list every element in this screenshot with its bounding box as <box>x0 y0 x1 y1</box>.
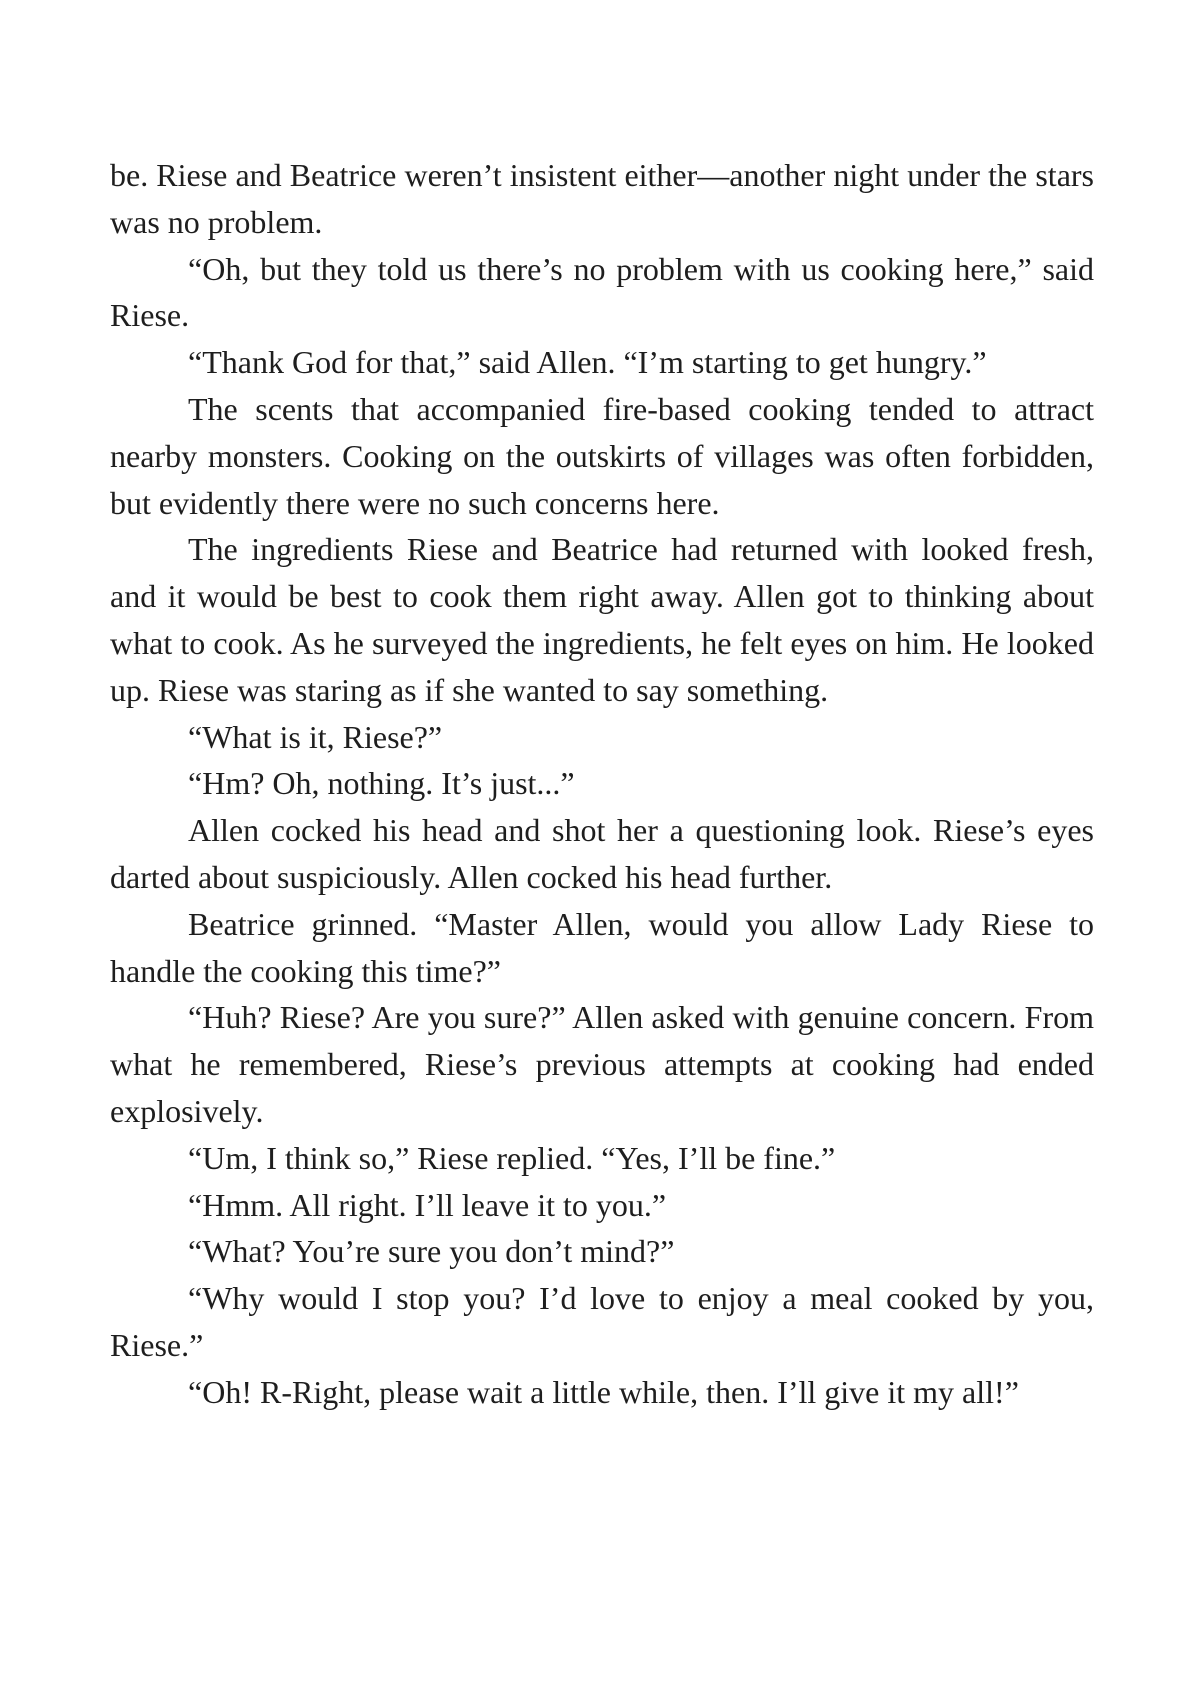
paragraph: “Thank God for that,” said Allen. “I’m starting to get hungry.” <box>188 344 987 381</box>
paragraph: “Oh, but they told us there’s no problem with us cooking here,” said Riese. <box>110 250 1094 334</box>
paragraph: The scents that accompanied fire-based cooking tended to attract nearby monsters. Cooking on the outskirts of villages was often forbidden, but evidently there were no such concerns here. <box>110 390 1094 521</box>
paragraph: “Um, I think so,” Riese replied. “Yes, I’ll be fine.” <box>188 1139 836 1176</box>
paragraph: The ingredients Riese and Beatrice had returned with looked fresh, and it would be best to cook them right away. Allen got to thinking about what to cook. As he surveyed the ingredients, he felt eyes on him. He looked up. Riese was staring as if she wanted to say something. <box>110 531 1094 708</box>
paragraph: “What? You’re sure you don’t mind?” <box>188 1233 675 1270</box>
paragraph: Beatrice grinned. “Master Allen, would you allow Lady Riese to handle the cooking this time?” <box>110 905 1094 989</box>
paragraph: “Hmm. All right. I’ll leave it to you.” <box>188 1186 667 1223</box>
paragraph: “Oh! R-Right, please wait a little while, then. I’ll give it my all!” <box>188 1373 1019 1410</box>
paragraph: “Huh? Riese? Are you sure?” Allen asked with genuine concern. From what he remembered, Riese’s previous attempts at cooking had ended explosively. <box>110 999 1094 1129</box>
paragraph: “What is it, Riese?” <box>188 718 443 755</box>
body-text <box>110 152 1094 1416</box>
paragraph: “Hm? Oh, nothing. It’s just...” <box>188 765 575 802</box>
paragraph: be. Riese and Beatrice weren’t insistent either—another night under the stars was no problem. <box>110 157 1094 240</box>
paragraph: Allen cocked his head and shot her a questioning look. Riese’s eyes darted about suspiciously. Allen cocked his head further. <box>110 812 1094 895</box>
paragraph: “Why would I stop you? I’d love to enjoy a meal cooked by you, Riese.” <box>110 1280 1094 1363</box>
